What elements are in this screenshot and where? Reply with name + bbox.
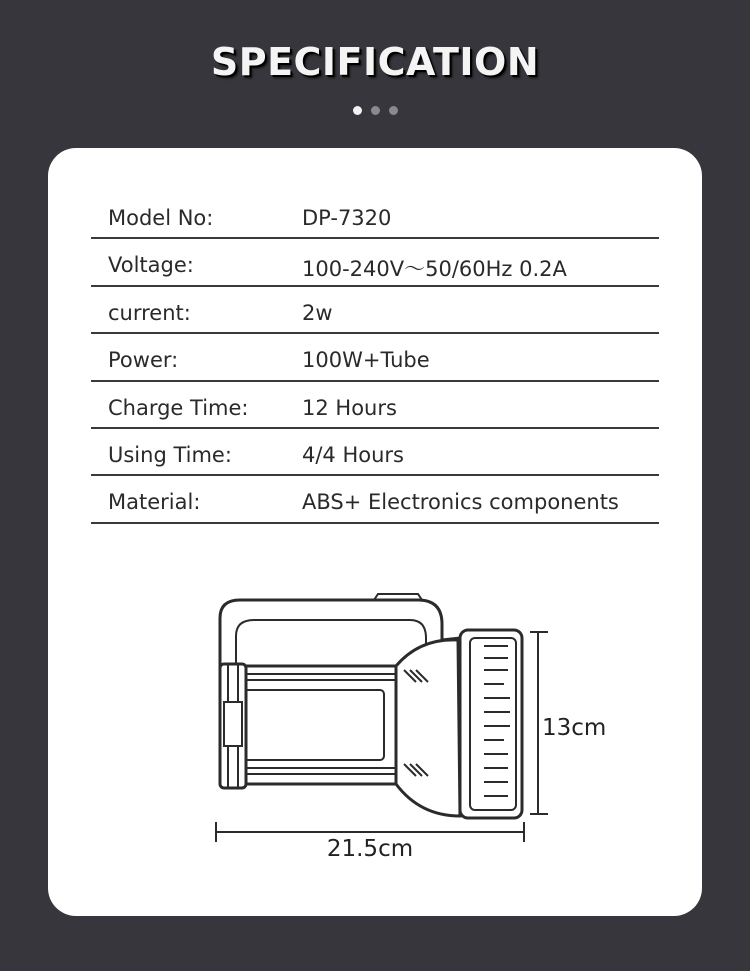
- carousel-pager: [0, 106, 750, 115]
- page-title: SPECIFICATION: [210, 40, 540, 84]
- spec-label: Material:: [108, 490, 201, 515]
- spec-value: 100-240V～50/60Hz 0.2A: [302, 257, 567, 282]
- spec-row-charge-time: [91, 382, 659, 429]
- spec-row-model: [91, 192, 659, 239]
- width-label: 21.5cm: [326, 836, 414, 862]
- spec-label: Voltage:: [108, 253, 194, 278]
- pager-dot-3[interactable]: [389, 106, 398, 115]
- spec-table: [91, 192, 659, 524]
- spec-value: ABS+ Electronics components: [302, 490, 619, 515]
- spec-value: 2w: [302, 300, 333, 325]
- spec-label: current:: [108, 300, 191, 325]
- spec-card: [48, 148, 702, 916]
- pager-dot-2[interactable]: [371, 106, 380, 115]
- spec-label: Charge Time:: [108, 395, 249, 420]
- height-label: 13cm: [542, 715, 607, 741]
- spec-label: Model No:: [108, 206, 214, 230]
- pager-dot-1[interactable]: [353, 106, 362, 115]
- spec-value: 100W+Tube: [302, 348, 430, 373]
- spec-value: 4/4 Hours: [302, 442, 404, 467]
- spec-label: Using Time:: [108, 442, 232, 467]
- spec-row-voltage: [91, 239, 659, 286]
- spec-value: 12 Hours: [302, 395, 397, 420]
- product-diagram: [48, 578, 702, 878]
- spec-label: Power:: [108, 348, 179, 373]
- spec-row-current: [91, 287, 659, 334]
- spec-value: DP-7320: [302, 206, 392, 230]
- flashlight-drawing: [220, 594, 522, 818]
- spec-row-power: [91, 334, 659, 381]
- spec-row-using-time: [91, 429, 659, 476]
- spec-row-material: [91, 476, 659, 523]
